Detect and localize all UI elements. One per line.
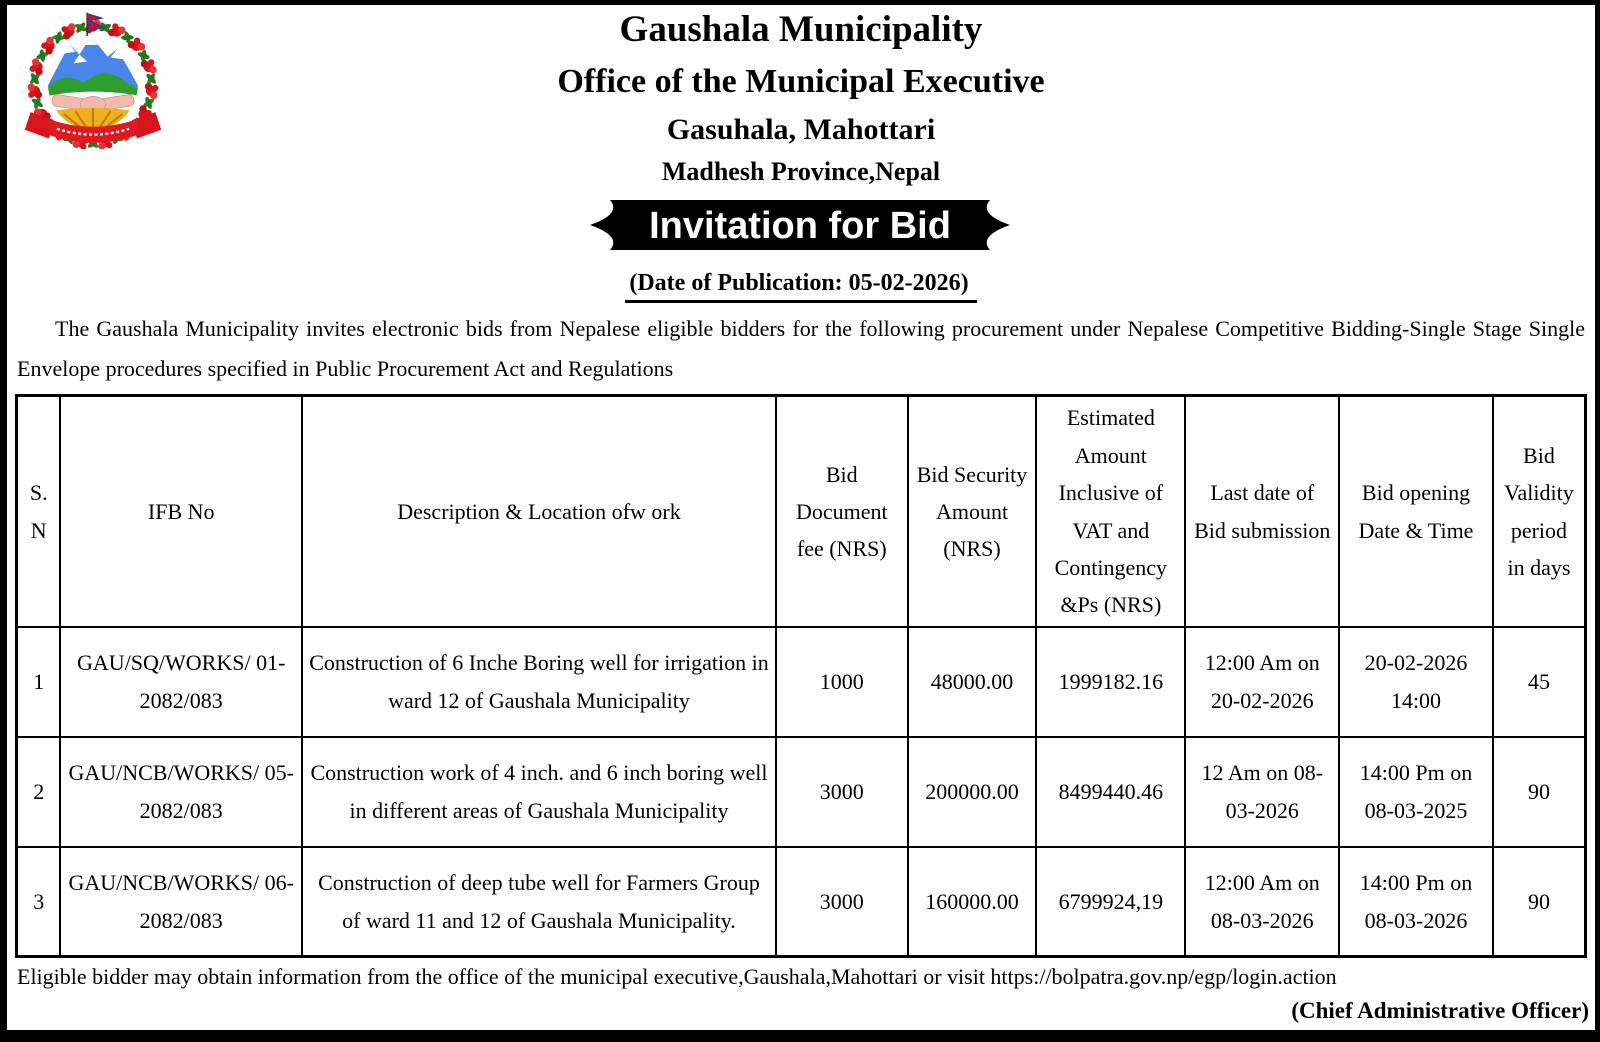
cell-last-date-of-bid-submission: 12:00 Am on 08-03-2026	[1185, 847, 1339, 957]
table-row	[17, 847, 1586, 957]
cell-bid-document-fee-nrs: 3000	[776, 737, 908, 847]
cell-sn: 3	[17, 847, 61, 957]
table-row	[17, 627, 1586, 737]
cell-estimated-amount-nrs: 8499440.46	[1036, 737, 1185, 847]
cell-estimated-amount-nrs: 6799924,19	[1036, 847, 1185, 957]
cell-bid-validity-days: 90	[1493, 737, 1586, 847]
cell-description: Construction of deep tube well for Farmers Group of ward 11 and 12 of Gaushala Municipality.	[302, 847, 776, 957]
column-header-bid-security-amount: Bid Security Amount (NRS)	[908, 396, 1037, 627]
office-location: Gasuhala, Mahottari	[666, 112, 936, 146]
bid-table-rows	[17, 627, 1586, 957]
column-header-bid-document-fee: Bid Document fee (NRS)	[776, 396, 908, 627]
cell-ifb-no: GAU/SQ/WORKS/ 01-2082/083	[60, 627, 302, 737]
column-header-bid-opening: Bid opening Date & Time	[1339, 396, 1493, 627]
column-header-description: Description & Location ofw ork	[302, 396, 776, 627]
province-line: Madhesh Province,Nepal	[661, 156, 941, 186]
cell-description: Construction of 6 Inche Boring well for irrigation in ward 12 of Gaushala Municipality	[302, 627, 776, 737]
cell-bid-opening-date-time: 14:00 Pm on 08-03-2025	[1339, 737, 1493, 847]
table-header-row	[17, 396, 1586, 627]
org-name: Gaushala Municipality	[619, 9, 983, 50]
cell-last-date-of-bid-submission: 12 Am on 08-03-2026	[1185, 737, 1339, 847]
table-row	[17, 737, 1586, 847]
invitation-banner-label: Invitation for Bid	[649, 205, 951, 248]
column-header-last-date-submission: Last date of Bid submission	[1185, 396, 1339, 627]
intro-paragraph: The Gaushala Municipality invites electronic bids from Nepalese eligible bidders for the following procurement under Nepalese Competitive Bidding-Single Stage Single Envelope procedures specified in Public Procurement Act and Regulations	[17, 316, 1585, 381]
bid-table	[15, 394, 1587, 958]
column-header-bid-validity: Bid Validity period in days	[1493, 396, 1586, 627]
cell-estimated-amount-nrs: 1999182.16	[1036, 627, 1185, 737]
nepal-coat-of-arms-icon	[15, 9, 171, 149]
cell-bid-opening-date-time: 14:00 Pm on 08-03-2026	[1339, 847, 1493, 957]
column-header-ifb-no: IFB No	[60, 396, 302, 627]
cell-ifb-no: GAU/NCB/WORKS/ 05-2082/083	[60, 737, 302, 847]
cell-bid-security-amount-nrs: 160000.00	[908, 847, 1037, 957]
cell-bid-validity-days: 45	[1493, 627, 1586, 737]
footer-info: Eligible bidder may obtain information from the office of the municipal executive,Gaushala,Mahottari or visit https://bolpatra.gov.np/egp/login.action	[17, 964, 1337, 990]
cell-last-date-of-bid-submission: 12:00 Am on 20-02-2026	[1185, 627, 1339, 737]
office-name: Office of the Municipal Executive	[557, 62, 1045, 100]
cell-bid-document-fee-nrs: 3000	[776, 847, 908, 957]
column-header-sn: S. N	[17, 396, 61, 627]
cell-bid-security-amount-nrs: 48000.00	[908, 627, 1037, 737]
cell-description: Construction work of 4 inch. and 6 inch boring well in different areas of Gaushala Municipality	[302, 737, 776, 847]
cell-ifb-no: GAU/NCB/WORKS/ 06-2082/083	[60, 847, 302, 957]
publication-date: (Date of Publication: 05-02-2026)	[625, 270, 976, 303]
column-header-estimated-amount: Estimated Amount Inclusive of VAT and Contingency &Ps (NRS)	[1036, 396, 1185, 627]
cell-sn: 1	[17, 627, 61, 737]
cell-bid-security-amount-nrs: 200000.00	[908, 737, 1037, 847]
document-header	[7, 5, 1595, 303]
cell-bid-document-fee-nrs: 1000	[776, 627, 908, 737]
cell-bid-opening-date-time: 20-02-2026 14:00	[1339, 627, 1493, 737]
cell-bid-validity-days: 90	[1493, 847, 1586, 957]
signatory-line: (Chief Administrative Officer)	[1291, 998, 1589, 1024]
invitation-banner	[586, 196, 1016, 254]
cell-sn: 2	[17, 737, 61, 847]
